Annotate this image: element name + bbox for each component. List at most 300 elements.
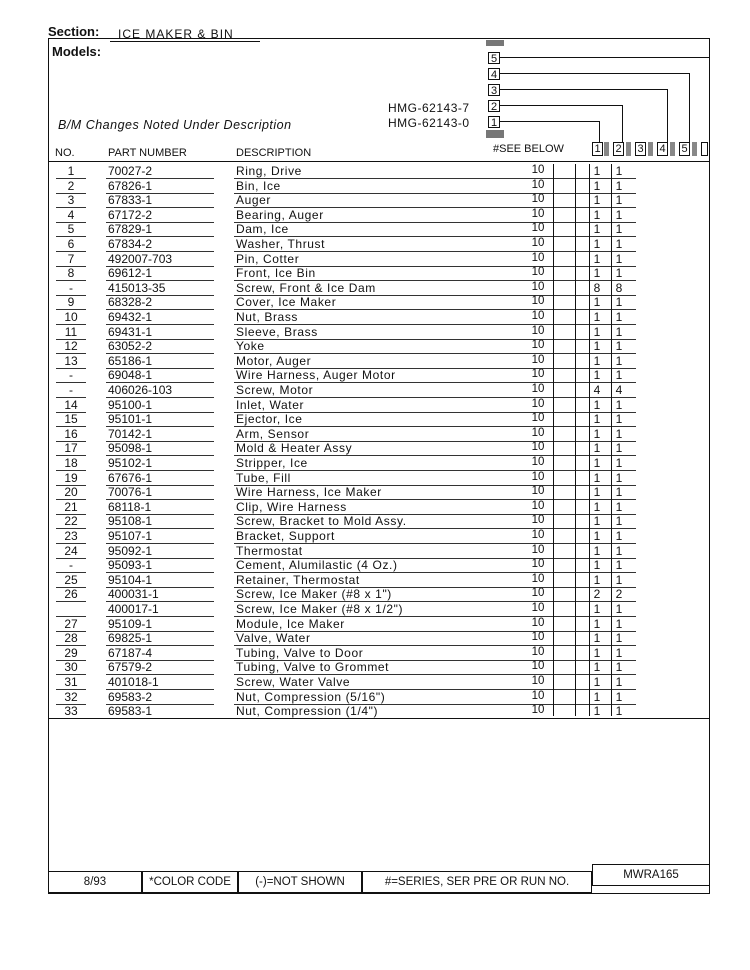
see-below-code: 10: [531, 631, 545, 643]
table-row: [48, 573, 708, 588]
qty-series-2: 1: [615, 704, 623, 718]
series-drop-5: [709, 57, 710, 143]
table-row: [48, 412, 708, 427]
part-number: 95107-1: [108, 529, 153, 543]
qty-series-1: 1: [593, 310, 601, 324]
qty-series-2: 1: [615, 266, 623, 280]
part-number: 492007-703: [108, 252, 173, 266]
see-below-code: 10: [531, 310, 545, 322]
description: Screw, Bracket to Mold Assy.: [236, 514, 407, 528]
part-number: 401018-1: [108, 675, 159, 689]
qty-series-2: 1: [615, 544, 623, 558]
table-row: [48, 208, 708, 223]
part-number: 63052-2: [108, 339, 153, 353]
footer-date: 8/93: [48, 871, 142, 893]
see-below-code: 10: [531, 427, 545, 439]
table-row: [48, 368, 708, 383]
qty-series-2: 1: [615, 602, 623, 616]
qty-series-1: 1: [593, 441, 601, 455]
see-below-code: 10: [531, 514, 545, 526]
qty-series-1: 1: [593, 368, 601, 382]
table-row: [48, 237, 708, 252]
item-number: 31: [64, 675, 78, 689]
part-number: 95104-1: [108, 573, 153, 587]
description: Dam, Ice: [236, 222, 289, 236]
qty-series-2: 1: [615, 558, 623, 572]
description: Inlet, Water: [236, 398, 305, 412]
item-number: 13: [64, 354, 78, 368]
qty-series-1: 1: [593, 573, 601, 587]
table-row: [48, 587, 708, 602]
description: Tubing, Valve to Door: [236, 646, 364, 660]
part-number: 67172-2: [108, 208, 153, 222]
item-number: 29: [64, 646, 78, 660]
series-line-5: [500, 57, 710, 58]
description: Stripper, Ice: [236, 456, 308, 470]
description: Washer, Thrust: [236, 237, 326, 251]
description: Screw, Water Valve: [236, 675, 351, 689]
description: Tube, Fill: [236, 471, 291, 485]
footer-not-shown: (-)=NOT SHOWN: [238, 871, 362, 893]
qty-series-1: 1: [593, 398, 601, 412]
item-number: 14: [64, 398, 78, 412]
see-below-code: 10: [531, 441, 545, 453]
table-row: [48, 164, 708, 179]
part-number: 406026-103: [108, 383, 173, 397]
see-below-code: 10: [531, 646, 545, 658]
item-number: 9: [67, 295, 75, 309]
item-number: 12: [64, 339, 78, 353]
description: Clip, Wire Harness: [236, 500, 347, 514]
qty-series-1: 1: [593, 471, 601, 485]
qty-series-1: 1: [593, 646, 601, 660]
table-row: [48, 675, 708, 690]
qty-series-1: 1: [593, 354, 601, 368]
see-below-code: 10: [531, 266, 545, 278]
part-number: 95101-1: [108, 412, 153, 426]
qty-series-1: 1: [593, 558, 601, 572]
series-box-3: 3: [488, 84, 500, 96]
description: Module, Ice Maker: [236, 617, 345, 631]
qty-series-2: 1: [615, 339, 623, 353]
qty-series-2: 1: [615, 631, 623, 645]
qty-series-2: 1: [615, 617, 623, 631]
item-number: 33: [64, 704, 78, 718]
see-below-code: 10: [531, 354, 545, 366]
description: Nut, Compression (5/16"): [236, 690, 386, 704]
part-number: 67833-1: [108, 193, 153, 207]
col-header-part: PART NUMBER: [108, 147, 187, 159]
description: Sleeve, Brass: [236, 325, 318, 339]
description: Screw, Ice Maker (#8 x 1/2"): [236, 602, 404, 616]
qty-series-1: 2: [593, 587, 601, 601]
series-line-3: [500, 89, 668, 90]
qty-series-1: 1: [593, 237, 601, 251]
part-number: 68118-1: [108, 500, 152, 514]
item-number: 11: [64, 325, 78, 339]
table-row: [48, 252, 708, 267]
see-below-code: 10: [531, 412, 545, 424]
description: Screw, Motor: [236, 383, 314, 397]
see-below-code: 10: [531, 690, 545, 702]
qty-series-1: 1: [593, 514, 601, 528]
table-row: [48, 514, 708, 529]
qty-series-2: 1: [615, 427, 623, 441]
table-row: [48, 295, 708, 310]
qty-series-2: 1: [615, 354, 623, 368]
table-row: [48, 660, 708, 675]
part-number: 67829-1: [108, 222, 153, 236]
section-value: ICE MAKER & BIN: [118, 27, 234, 41]
part-number: 67834-2: [108, 237, 153, 251]
qty-series-2: 1: [615, 529, 623, 543]
table-row: [48, 398, 708, 413]
item-number: 3: [67, 193, 75, 207]
qty-series-2: 1: [615, 252, 623, 266]
qty-series-2: 8: [615, 281, 623, 295]
description: Thermostat: [236, 544, 303, 558]
table-row: [48, 646, 708, 661]
qty-series-2: 1: [615, 646, 623, 660]
series-line-2: [500, 105, 623, 106]
item-number: 5: [67, 222, 75, 236]
table-row: [48, 281, 708, 296]
see-below-code: 10: [531, 573, 545, 585]
description: Cover, Ice Maker: [236, 295, 337, 309]
item-number: 19: [64, 471, 78, 485]
item-number: 6: [67, 237, 75, 251]
table-row: [48, 544, 708, 559]
part-number: 415013-35: [108, 281, 166, 295]
description: Screw, Front & Ice Dam: [236, 281, 376, 295]
see-below-code: 10: [531, 617, 545, 629]
item-number: 4: [67, 208, 75, 222]
col-header-series-3: 3: [635, 142, 646, 156]
qty-series-1: 1: [593, 412, 601, 426]
part-number: 95109-1: [108, 617, 153, 631]
item-number: 28: [64, 631, 78, 645]
part-number: 69048-1: [108, 368, 153, 382]
qty-series-2: 1: [615, 325, 623, 339]
description: Bracket, Support: [236, 529, 335, 543]
description: Mold & Heater Assy: [236, 441, 353, 455]
see-below-code: 10: [531, 252, 545, 264]
series-box-4: 4: [488, 68, 500, 80]
series-shade-top: [486, 40, 504, 46]
item-number: 7: [67, 252, 75, 266]
description: Pin, Cotter: [236, 252, 300, 266]
qty-series-1: 1: [593, 704, 601, 718]
item-number: 2: [67, 179, 75, 193]
header-rule: [48, 161, 710, 162]
qty-series-2: 2: [615, 587, 623, 601]
table-row: [48, 485, 708, 500]
col-shade: [626, 142, 631, 156]
item-number: 23: [64, 529, 78, 543]
see-below-code: 10: [531, 222, 545, 234]
table-row: [48, 558, 708, 573]
description: Motor, Auger: [236, 354, 312, 368]
see-below-code: 10: [531, 383, 545, 395]
item-number: 26: [64, 587, 78, 601]
qty-series-2: 1: [615, 412, 623, 426]
qty-series-1: 1: [593, 339, 601, 353]
qty-series-2: 1: [615, 485, 623, 499]
description: Retainer, Thermostat: [236, 573, 360, 587]
description: Wire Harness, Auger Motor: [236, 368, 396, 382]
col-header-see-below: #SEE BELOW: [493, 143, 564, 155]
see-below-code: 10: [531, 485, 545, 497]
description: Bin, Ice: [236, 179, 281, 193]
qty-column-rule: [589, 164, 590, 716]
qty-series-2: 1: [615, 690, 623, 704]
table-row: [48, 456, 708, 471]
series-box-2: 2: [488, 100, 500, 112]
qty-series-2: 1: [615, 237, 623, 251]
series-drop-2: [622, 105, 623, 143]
list-end-rule: [48, 718, 710, 719]
qty-series-2: 1: [615, 398, 623, 412]
qty-series-1: 1: [593, 252, 601, 266]
part-number: 68328-2: [108, 295, 153, 309]
table-row: [48, 690, 708, 705]
see-below-code: 10: [531, 500, 545, 512]
item-number: -: [69, 281, 73, 295]
qty-series-1: 1: [593, 631, 601, 645]
part-number: 95102-1: [108, 456, 153, 470]
qty-series-1: 1: [593, 544, 601, 558]
see-below-code: 10: [531, 544, 545, 556]
qty-series-2: 1: [615, 368, 623, 382]
description: Wire Harness, Ice Maker: [236, 485, 382, 499]
see-below-code: 10: [531, 587, 545, 599]
qty-series-2: 1: [615, 675, 623, 689]
description: Yoke: [236, 339, 265, 353]
qty-series-1: 1: [593, 485, 601, 499]
qty-series-1: 1: [593, 325, 601, 339]
qty-series-1: 4: [593, 383, 601, 397]
models-label: Models:: [52, 44, 102, 59]
model-1: HMG-62143-7: [388, 101, 470, 115]
description: Arm, Sensor: [236, 427, 310, 441]
qty-series-1: 1: [593, 456, 601, 470]
table-row: [48, 383, 708, 398]
series-box-1: 1: [488, 116, 500, 128]
see-below-code: 10: [531, 295, 545, 307]
qty-series-2: 1: [615, 310, 623, 324]
see-below-code: 10: [531, 456, 545, 468]
col-header-series-1: 1: [592, 142, 603, 156]
table-row: [48, 602, 708, 617]
item-number: 32: [64, 690, 78, 704]
qty-series-1: 1: [593, 660, 601, 674]
see-below-code: 10: [531, 675, 545, 687]
footer-color-code: *COLOR CODE: [142, 871, 238, 893]
see-below-code: 10: [531, 193, 545, 205]
item-number: 22: [64, 514, 78, 528]
see-below-code: 10: [531, 281, 545, 293]
qty-series-1: 1: [593, 529, 601, 543]
see-below-code: 10: [531, 398, 545, 410]
qty-series-2: 1: [615, 456, 623, 470]
item-number: 17: [64, 441, 78, 455]
qty-series-1: 1: [593, 222, 601, 236]
part-number: 67579-2: [108, 660, 153, 674]
part-number: 67676-1: [108, 471, 153, 485]
qty-series-1: 1: [593, 266, 601, 280]
item-number: 27: [64, 617, 78, 631]
qty-series-2: 1: [615, 500, 623, 514]
description: Cement, Alumilastic (4 Oz.): [236, 558, 398, 572]
qty-series-2: 1: [615, 471, 623, 485]
qty-series-2: 1: [615, 222, 623, 236]
col-header-series-2: 2: [613, 142, 624, 156]
section-label: Section:: [48, 24, 100, 39]
part-number: 95092-1: [108, 544, 153, 558]
series-drop-3: [667, 89, 668, 143]
qty-series-2: 1: [615, 164, 623, 178]
description: Front, Ice Bin: [236, 266, 316, 280]
col-shade: [648, 142, 653, 156]
table-row: [48, 310, 708, 325]
qty-series-1: 1: [593, 164, 601, 178]
col-shade: [604, 142, 609, 156]
item-number: 18: [64, 456, 78, 470]
part-number: 70142-1: [108, 427, 153, 441]
footer-doc-id: MWRA165: [592, 864, 710, 886]
part-number: 65186-1: [108, 354, 153, 368]
see-below-code: 10: [531, 558, 545, 570]
qty-series-2: 4: [615, 383, 623, 397]
qty-series-1: 1: [593, 690, 601, 704]
see-below-code: 10: [531, 179, 545, 191]
table-row: [48, 441, 708, 456]
see-below-code: 10: [531, 325, 545, 337]
table-row: [48, 704, 708, 719]
qty-series-1: 1: [593, 617, 601, 631]
qty-series-1: 1: [593, 500, 601, 514]
series-box-5: 5: [488, 52, 500, 64]
qty-series-2: 1: [615, 441, 623, 455]
qty-series-1: 1: [593, 193, 601, 207]
table-row: [48, 500, 708, 515]
qty-series-2: 1: [615, 193, 623, 207]
item-number: 20: [64, 485, 78, 499]
part-number: 69825-1: [108, 631, 153, 645]
bm-changes-note: B/M Changes Noted Under Description: [58, 118, 292, 132]
series-drop-1: [599, 121, 600, 143]
qty-series-1: 8: [593, 281, 601, 295]
see-below-code: 10: [531, 164, 545, 176]
footer-series-legend: #=SERIES, SER PRE OR RUN NO.: [362, 871, 592, 893]
series-drop-4: [689, 73, 690, 143]
qty-series-1: 1: [593, 295, 601, 309]
part-number: 95098-1: [108, 441, 153, 455]
part-number: 69612-1: [108, 266, 153, 280]
see-below-code: 10: [531, 529, 545, 541]
part-number: 95100-1: [108, 398, 153, 412]
part-number: 69431-1: [108, 325, 153, 339]
see-below-code: 10: [531, 339, 545, 351]
description: Auger: [236, 193, 272, 207]
qty-series-2: 1: [615, 179, 623, 193]
description: Ejector, Ice: [236, 412, 303, 426]
table-row: [48, 339, 708, 354]
col-shade: [692, 142, 697, 156]
see-below-code: 10: [531, 368, 545, 380]
item-number: 10: [64, 310, 78, 324]
part-number: 400017-1: [108, 602, 159, 616]
part-number: 67826-1: [108, 179, 153, 193]
series-shade-bottom: [486, 130, 504, 138]
table-row: [48, 354, 708, 369]
item-number: -: [69, 383, 73, 397]
table-row: [48, 427, 708, 442]
part-number: 69432-1: [108, 310, 153, 324]
series-line-4: [500, 73, 690, 74]
col-header-series-4: 4: [657, 142, 668, 156]
col-header-edge: [701, 142, 708, 156]
description: Screw, Ice Maker (#8 x 1"): [236, 587, 392, 601]
item-number: 24: [64, 544, 78, 558]
item-number: 21: [64, 500, 78, 514]
part-number: 95108-1: [108, 514, 153, 528]
model-2: HMG-62143-0: [388, 116, 470, 130]
item-number: 25: [64, 573, 78, 587]
description: Ring, Drive: [236, 164, 302, 178]
table-row: [48, 266, 708, 281]
qty-series-1: 1: [593, 179, 601, 193]
table-row: [48, 617, 708, 632]
qty-series-1: 1: [593, 602, 601, 616]
table-row: [48, 193, 708, 208]
col-header-series-5: 5: [679, 142, 690, 156]
description: Bearing, Auger: [236, 208, 324, 222]
part-number: 70027-2: [108, 164, 153, 178]
description: Tubing, Valve to Grommet: [236, 660, 390, 674]
see-below-code: 10: [531, 208, 545, 220]
table-row: [48, 325, 708, 340]
description: Nut, Compression (1/4"): [236, 704, 379, 718]
item-number: 16: [64, 427, 78, 441]
part-number: 69583-2: [108, 690, 153, 704]
qty-series-2: 1: [615, 573, 623, 587]
see-below-code: 10: [531, 660, 545, 672]
qty-series-1: 1: [593, 427, 601, 441]
part-number: 70076-1: [108, 485, 153, 499]
part-number: 400031-1: [108, 587, 159, 601]
table-row: [48, 631, 708, 646]
part-number: 95093-1: [108, 558, 153, 572]
item-number: -: [69, 558, 73, 572]
qty-series-1: 1: [593, 675, 601, 689]
col-header-desc: DESCRIPTION: [236, 147, 312, 159]
col-header-no: NO.: [55, 147, 75, 159]
item-number: -: [69, 368, 73, 382]
qty-series-2: 1: [615, 514, 623, 528]
qty-column-rule: [553, 164, 554, 716]
see-below-code: 10: [531, 704, 545, 716]
description: Nut, Brass: [236, 310, 299, 324]
qty-series-2: 1: [615, 208, 623, 222]
see-below-code: 10: [531, 602, 545, 614]
qty-series-2: 1: [615, 295, 623, 309]
qty-series-1: 1: [593, 208, 601, 222]
part-number: 67187-4: [108, 646, 153, 660]
description: Valve, Water: [236, 631, 311, 645]
item-number: 15: [64, 412, 78, 426]
table-row: [48, 179, 708, 194]
